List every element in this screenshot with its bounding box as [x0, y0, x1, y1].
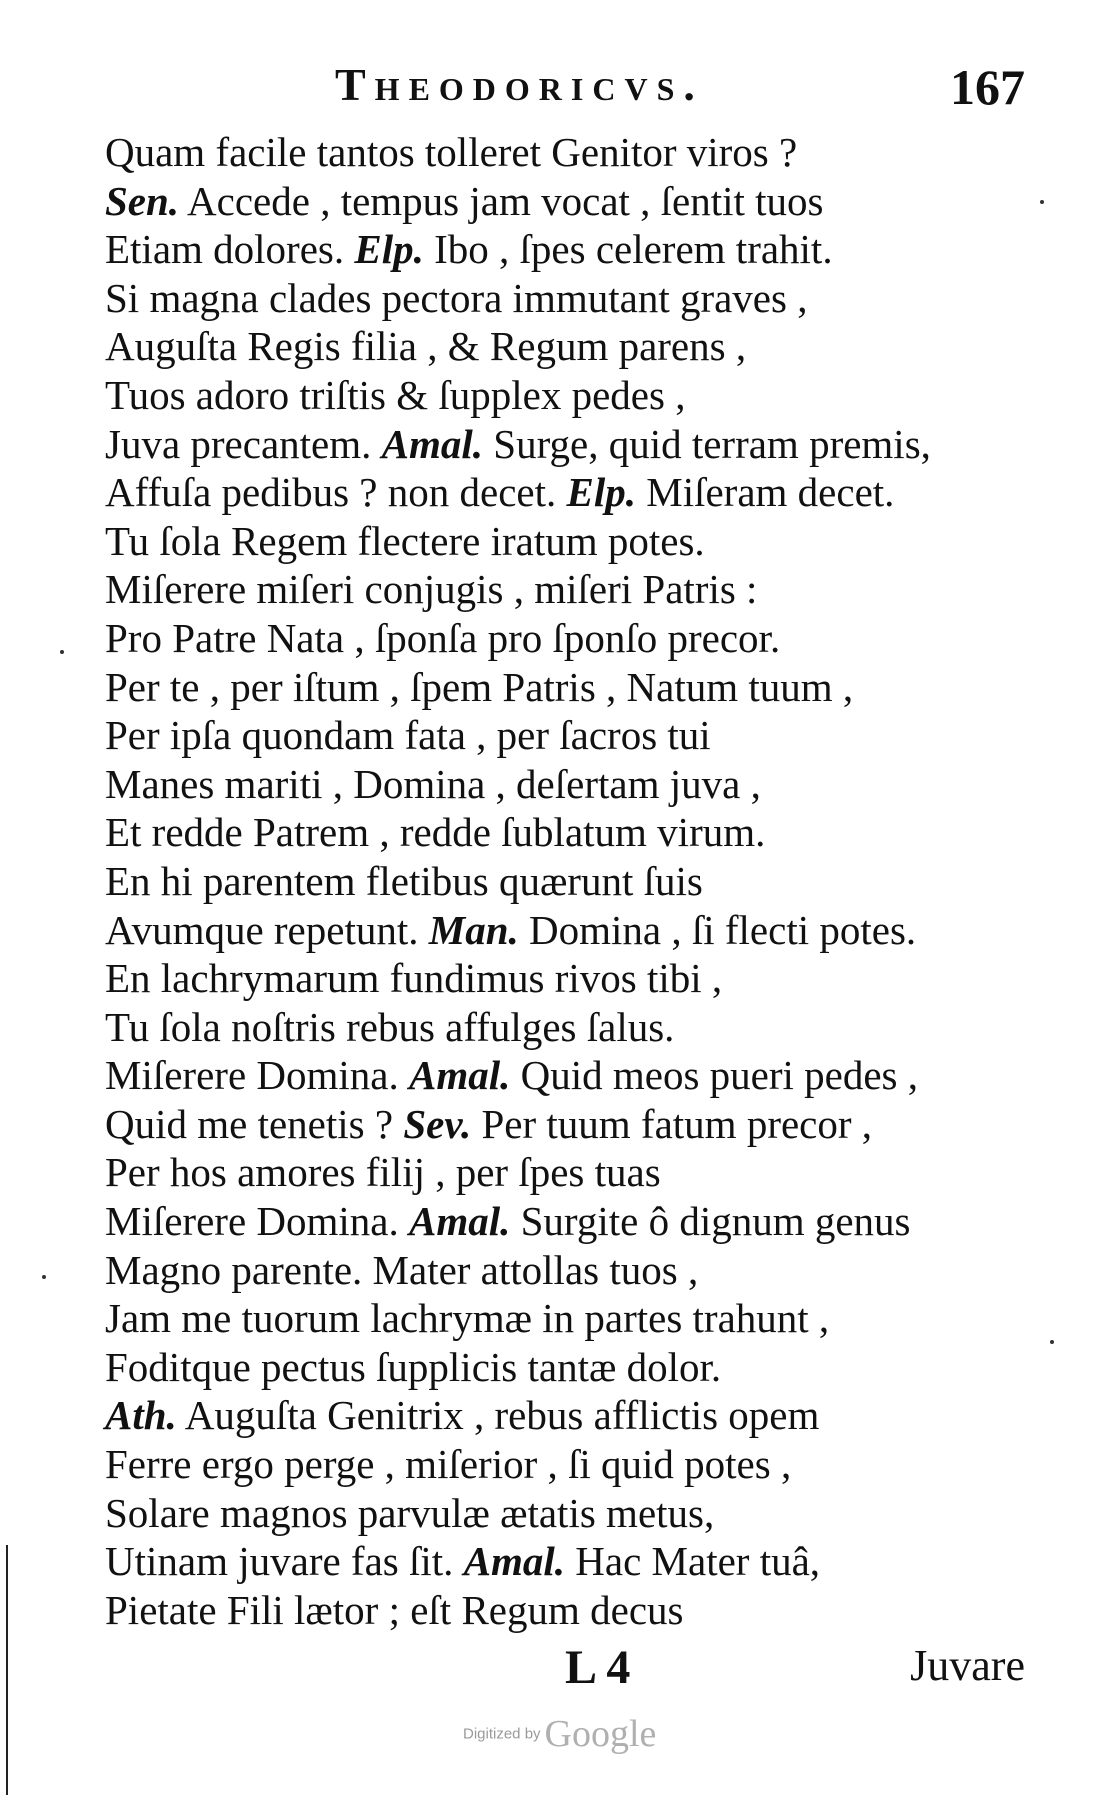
verse-text-segment: Foditque pectus ſupplicis tantæ dolor.	[105, 1343, 722, 1390]
verse-line	[105, 663, 1045, 712]
verse-text-segment: Per tuum fatum precor ,	[471, 1100, 873, 1147]
verse-line	[105, 1294, 1045, 1343]
verse-line	[105, 906, 1045, 955]
catchword: Juvare	[910, 1641, 1025, 1690]
verse-text-segment: Tu ſola Regem flectere iratum potes.	[105, 517, 705, 564]
ink-speck	[1050, 1340, 1054, 1344]
ink-speck	[60, 650, 64, 654]
watermark-prefix: Digitized by	[463, 1725, 541, 1743]
verse-text-segment: Per te , per iſtum , ſpem Patris , Natum tuum ,	[105, 663, 854, 710]
speaker-label: Elp.	[566, 469, 636, 516]
verse-line	[105, 274, 1045, 323]
ink-speck	[1040, 200, 1044, 204]
speaker-label: Amal.	[381, 420, 484, 467]
verse-text-segment: Etiam dolores.	[105, 226, 355, 273]
signature-mark: L 4	[565, 1641, 631, 1694]
verse-text-segment: Miſeram decet.	[636, 469, 895, 516]
speaker-label: Sev.	[403, 1100, 472, 1147]
verse-line	[105, 1197, 1045, 1246]
verse-text-segment: Jam me tuorum lachrymæ in partes trahunt ,	[105, 1295, 830, 1342]
verse-line	[105, 177, 1045, 226]
verse-line	[105, 517, 1045, 566]
google-logo: Google	[544, 1713, 657, 1755]
verse-text-segment: Miſerere miſeri conjugis , miſeri Patris :	[105, 566, 758, 613]
ink-speck	[42, 1275, 46, 1279]
verse-text-segment: Solare magnos parvulæ ætatis metus,	[105, 1489, 715, 1536]
verse-line	[105, 1489, 1045, 1538]
verse-line	[105, 614, 1045, 663]
verse-text-segment: Quid meos pueri pedes ,	[510, 1052, 919, 1099]
verse-text-segment: Per ipſa quondam fata , per ſacros tui	[105, 712, 711, 759]
verse-text-segment: Manes mariti , Domina , deſertam juva ,	[105, 760, 761, 807]
verse-text-segment: Utinam juvare fas ſit.	[105, 1538, 464, 1585]
verse-text-segment: Avumque repetunt.	[105, 906, 429, 953]
verse-text-segment: Tuos adoro triſtis & ſupplex pedes ,	[105, 371, 686, 418]
verse-line	[105, 808, 1045, 857]
verse-text-segment: Auguſta Regis filia , & Regum parens ,	[105, 323, 747, 370]
verse-line	[105, 1246, 1045, 1295]
verse-line	[105, 1391, 1045, 1440]
speaker-label: Amal.	[408, 1198, 511, 1245]
verse-line	[105, 954, 1045, 1003]
verse-text-segment: Affuſa pedibus ? non decet.	[105, 469, 567, 516]
running-title: Theodoricvs.	[335, 59, 704, 110]
verse-text-segment: Hac Mater tuâ,	[565, 1538, 821, 1585]
verse-text-segment: Miſerere Domina.	[105, 1052, 409, 1099]
speaker-label: Amal.	[408, 1052, 511, 1099]
verse-text-segment: Auguſta Genitrix , rebus afflictis opem	[176, 1392, 820, 1439]
page-number: 167	[950, 59, 1025, 115]
verse-text-segment: Per hos amores filij , per ſpes tuas	[105, 1149, 661, 1196]
verse-line	[105, 1440, 1045, 1489]
verse-line	[105, 420, 1045, 469]
verse-text	[105, 128, 1045, 1634]
verse-text-segment: Miſerere Domina.	[105, 1198, 409, 1245]
speaker-label: Sen.	[105, 177, 180, 224]
verse-text-segment: Ibo , ſpes celerem trahit.	[423, 226, 833, 273]
verse-line	[105, 1148, 1045, 1197]
verse-text-segment: Quam facile tantos tolleret Genitor viros ?	[105, 129, 798, 175]
speaker-label: Amal.	[463, 1538, 566, 1585]
verse-text-segment: Domina , ſi flecti potes.	[518, 906, 917, 953]
verse-text-segment: Juva precantem.	[105, 420, 382, 467]
verse-line	[105, 1537, 1045, 1586]
verse-line	[105, 371, 1045, 420]
speaker-label: Man.	[428, 906, 519, 953]
verse-text-segment: Ferre ergo perge , miſerior , ſi quid potes ,	[105, 1441, 792, 1488]
verse-line	[105, 468, 1045, 517]
verse-line	[105, 1586, 1045, 1635]
verse-text-segment: Pro Patre Nata , ſponſa pro ſponſo precor.	[105, 614, 781, 661]
verse-text-segment: En lachrymarum fundimus rivos tibi ,	[105, 955, 723, 1002]
verse-line	[105, 128, 1045, 177]
verse-text-segment: Magno parente. Mater attollas tuos ,	[105, 1246, 699, 1293]
verse-line	[105, 225, 1045, 274]
verse-line	[105, 857, 1045, 906]
verse-line	[105, 1003, 1045, 1052]
verse-text-segment: Surgite ô dignum genus	[510, 1198, 911, 1245]
verse-line	[105, 565, 1045, 614]
page-edge-line	[6, 1545, 8, 1795]
verse-line	[105, 711, 1045, 760]
verse-text-segment: Pietate Fili lætor ; eſt Regum decus	[105, 1586, 684, 1633]
verse-line	[105, 1051, 1045, 1100]
verse-text-segment: Surge, quid terram premis,	[483, 420, 931, 467]
verse-text-segment: Accede , tempus jam vocat , ſentit tuos	[179, 177, 824, 224]
verse-text-segment: Si magna clades pectora immutant graves ,	[105, 274, 808, 321]
verse-text-segment: Et redde Patrem , redde ſublatum virum.	[105, 809, 766, 856]
verse-line	[105, 760, 1045, 809]
verse-line	[105, 1100, 1045, 1149]
speaker-label: Elp.	[354, 226, 424, 273]
verse-text-segment: Tu ſola noſtris rebus affulges ſalus.	[105, 1003, 675, 1050]
verse-line	[105, 322, 1045, 371]
digitization-watermark	[463, 1712, 656, 1756]
verse-text-segment: Quid me tenetis ?	[105, 1100, 404, 1147]
speaker-label: Ath.	[105, 1392, 177, 1439]
running-head	[0, 58, 1115, 118]
verse-line	[105, 1343, 1045, 1392]
verse-text-segment: En hi parentem fletibus quærunt ſuis	[105, 857, 703, 904]
